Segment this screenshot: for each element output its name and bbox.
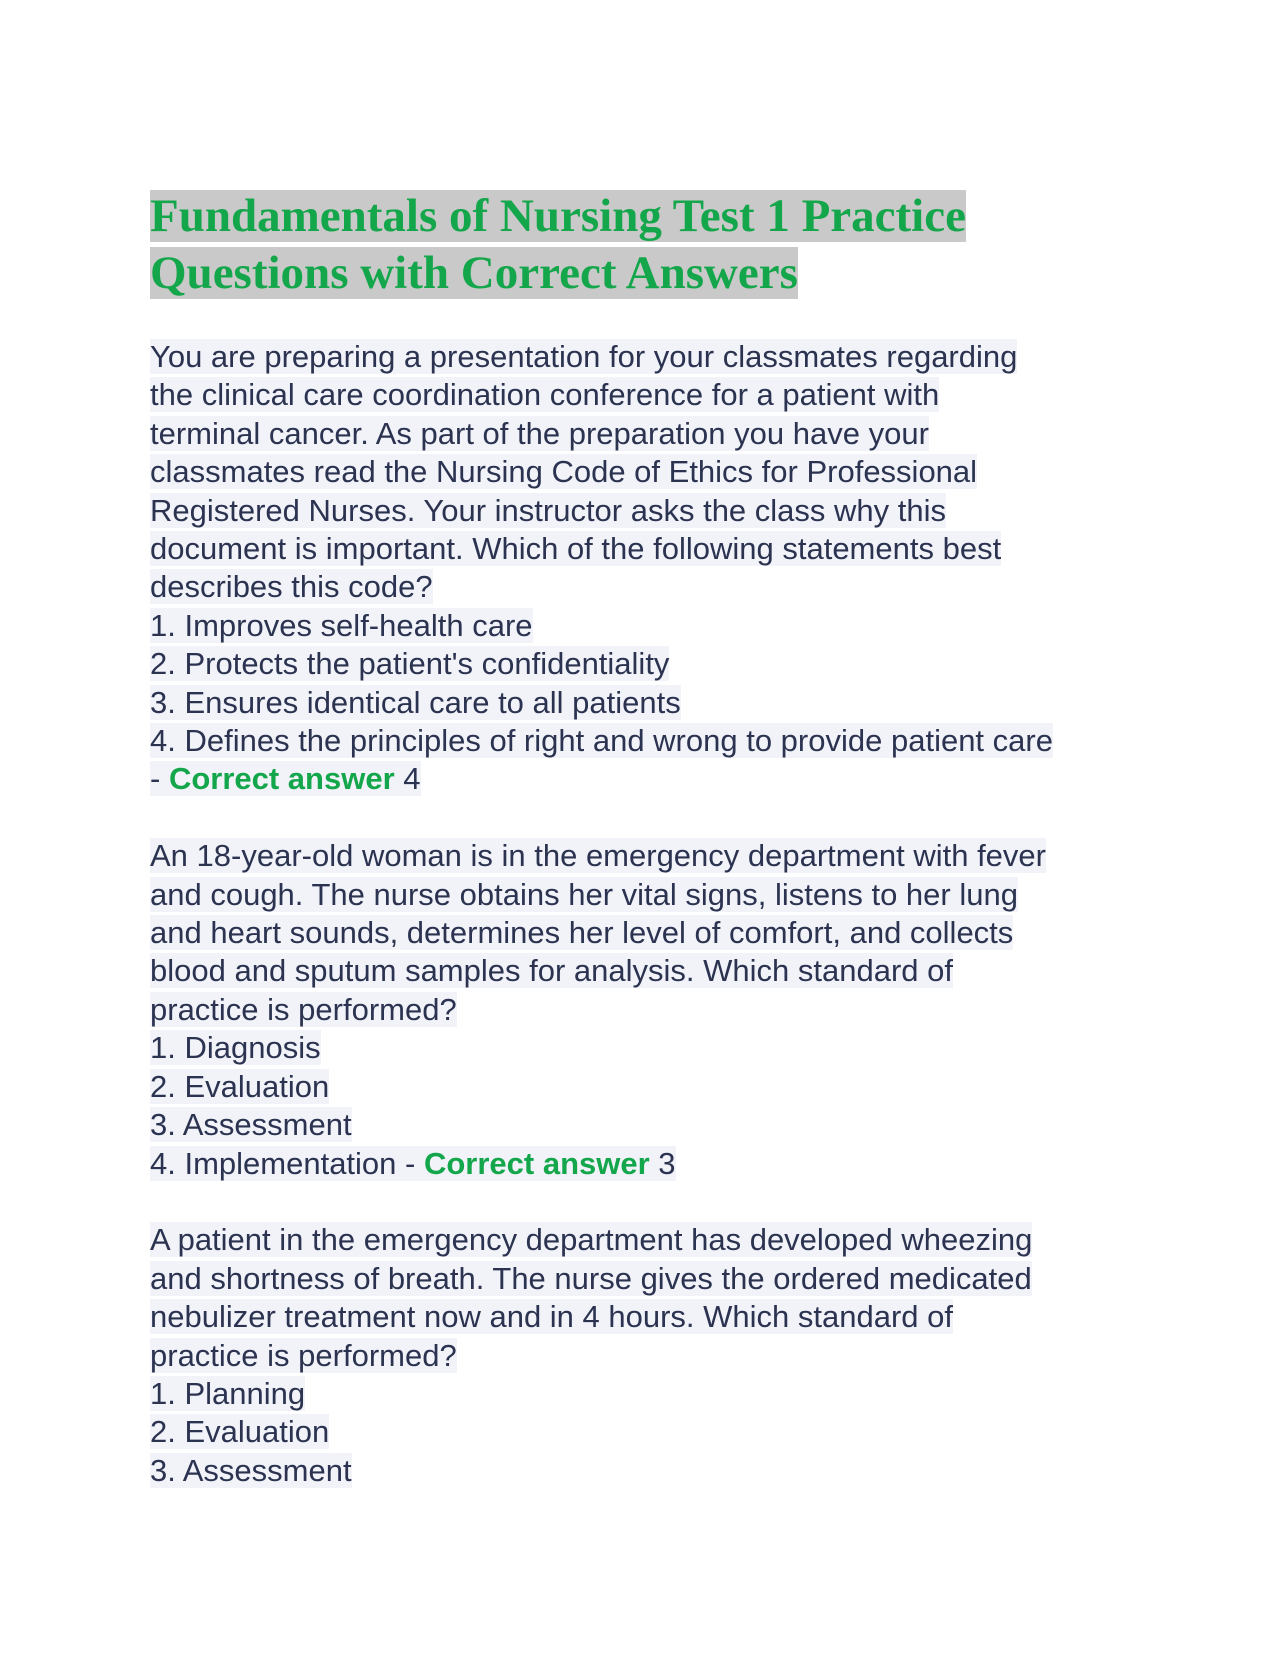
question-1-option: 2. Protects the patient's confidentiality <box>150 646 670 682</box>
question-1-answer-line <box>150 761 421 796</box>
question-2-stem-line: and heart sounds, determines her level of comfort, and collects <box>150 915 1014 951</box>
question-1-stem-line: document is important. Which of the following statements best <box>150 531 1002 567</box>
question-block-1 <box>150 338 1130 799</box>
question-2-stem-line: practice is performed? <box>150 991 457 1027</box>
paragraph-spacer <box>150 1183 1130 1221</box>
question-3-stem-line: A patient in the emergency department has developed wheezing <box>150 1222 1033 1258</box>
question-1-stem-line: classmates read the Nursing Code of Ethics for Professional <box>150 454 978 490</box>
question-3-option: 2. Evaluation <box>150 1414 330 1450</box>
question-1-stem-line: Registered Nurses. Your instructor asks the class why this <box>150 492 947 528</box>
correct-answer-value: 4 <box>394 761 421 797</box>
question-3-stem-line: practice is performed? <box>150 1337 457 1373</box>
question-2-stem-line: An 18-year-old woman is in the emergency department with fever <box>150 838 1046 874</box>
question-2-option: 2. Evaluation <box>150 1068 330 1104</box>
document-page <box>150 188 1130 1490</box>
question-1-option: 3. Ensures identical care to all patients <box>150 684 681 720</box>
question-3-option: 3. Assessment <box>150 1452 352 1488</box>
question-2-option: 4. Implementation - <box>150 1145 424 1181</box>
question-block-3 <box>150 1221 1130 1490</box>
question-1-option: 1. Improves self-health care <box>150 607 533 643</box>
correct-answer-label: Correct answer <box>168 761 395 797</box>
question-3-option: 1. Planning <box>150 1375 306 1411</box>
question-2-stem-line: and cough. The nurse obtains her vital signs, listens to her lung <box>150 876 1018 912</box>
title-line-1: Fundamentals of Nursing Test 1 Practice <box>150 190 966 242</box>
question-2-stem-line: blood and sputum samples for analysis. Which standard of <box>150 953 953 989</box>
document-title <box>150 188 1130 302</box>
question-1-stem-line: the clinical care coordination conference for a patient with <box>150 377 940 413</box>
correct-answer-label: Correct answer <box>423 1145 650 1181</box>
question-2-answer-line <box>150 1146 676 1181</box>
question-3-stem-line: nebulizer treatment now and in 4 hours. Which standard of <box>150 1299 954 1335</box>
question-1-stem-line: You are preparing a presentation for your classmates regarding <box>150 339 1018 374</box>
question-1-stem-line: terminal cancer. As part of the preparation you have your <box>150 415 929 451</box>
question-2-option: 1. Diagnosis <box>150 1030 321 1066</box>
question-block-2 <box>150 837 1130 1183</box>
question-1-option: 4. Defines the principles of right and wrong to provide patient care <box>150 723 1053 759</box>
title-line-2: Questions with Correct Answers <box>150 247 798 299</box>
correct-answer-value: 3 <box>649 1145 676 1181</box>
paragraph-spacer <box>150 799 1130 837</box>
question-3-stem-line: and shortness of breath. The nurse gives the ordered medicated <box>150 1260 1032 1296</box>
question-1-stem-line: describes this code? <box>150 569 433 605</box>
question-2-option: 3. Assessment <box>150 1107 352 1143</box>
document-body <box>150 338 1130 1490</box>
answer-prefix: - <box>150 761 169 797</box>
